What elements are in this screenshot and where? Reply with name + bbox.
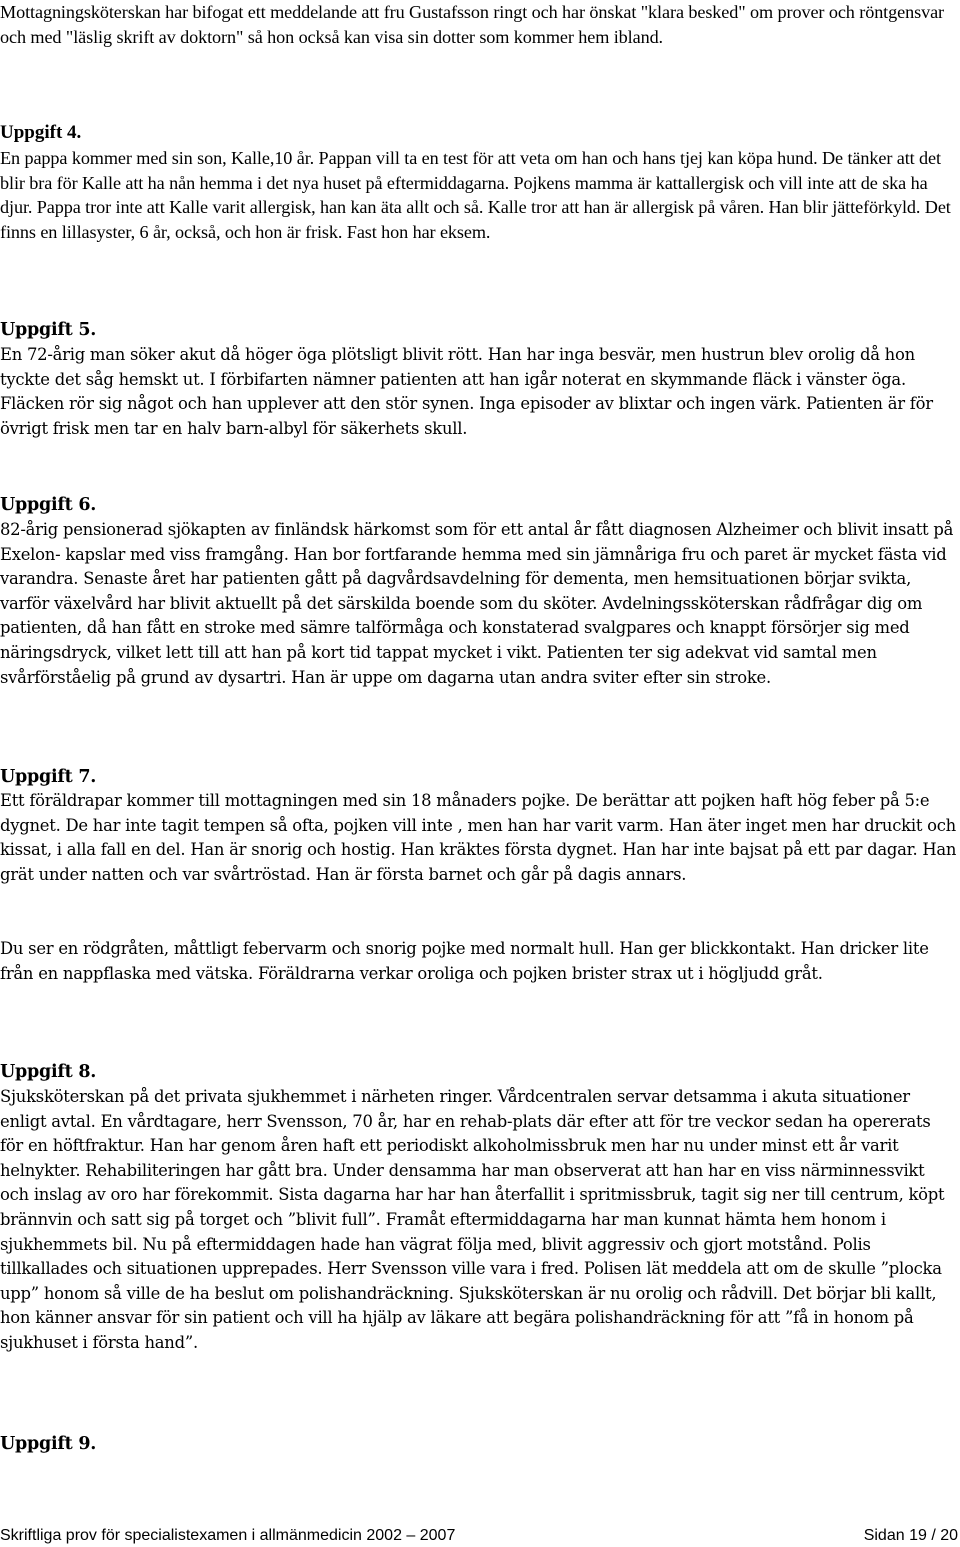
intro-paragraph: Mottagningsköterskan har bifogat ett meddelande att fru Gustafsson ringt och har önskat "klara besked" om prover och röntgensvar och med "läslig skrift av doktorn" så hon också kan visa sin dotter som kommer hem ibland. bbox=[0, 2, 944, 47]
task-7-paragraph-2: Du ser en rödgråten, måttligt febervarm och snorig pojke med normalt hull. Han ger blickkontakt. Han dricker lite från en nappflaska med vätska. Föräldrarna verkar oroliga och pojken brister strax ut i högljudd gråt. bbox=[0, 939, 929, 983]
page-footer bbox=[0, 1525, 958, 1547]
footer-document-title: Skriftliga prov för specialistexamen i allmänmedicin 2002 – 2007 bbox=[0, 1527, 456, 1544]
task-6-paragraph: 82-årig pensionerad sjökapten av finländsk härkomst som för ett antal år fått diagnosen Alzheimer och blivit insatt på Exelon- kapslar med viss framgång. Han bor fortfarande hemma med sin jämnåriga fru och paret är mycket fästa vid varandra. Senaste året har patienten gått på dagvårdsavdelning för dementa, men hemsituationen börjar svikta, varför växelvård har blivit aktuellt på det särskilda boende som du sköter. Avdelningssköterskan rådfrågar dig om patienten, då han fått en stroke med sämre talförmåga och konstaterad svalgpares och knappt försörjer sig med näringsdryck, vilket lett till att han på kort tid tappat mycket i vikt. Patienten ter sig adekvat vid samtal men svårförståelig på grund av dysartri. Han är uppe om dagarna utan andra sviter efter sin stroke. bbox=[0, 520, 954, 687]
task-7-heading: Uppgift 7. bbox=[0, 767, 97, 787]
task-5-heading: Uppgift 5. bbox=[0, 320, 97, 340]
task-9-heading: Uppgift 9. bbox=[0, 1434, 97, 1454]
task-8-heading: Uppgift 8. bbox=[0, 1062, 97, 1082]
task-5-paragraph: En 72-årig man söker akut då höger öga plötsligt blivit rött. Han har inga besvär, men hustrun blev orolig då hon tyckte det såg hemskt ut. I förbifarten nämner patienten att han igår noterat en skymmande fläck i vänster öga. Fläcken rör sig något och han upplever att den stör synen. Inga episoder av blixtar och ingen värk. Patienten är för övrigt frisk men tar en halv barn-albyl för säkerhets skull. bbox=[0, 345, 933, 438]
footer-page-number: Sidan 19 / 20 bbox=[863, 1527, 958, 1544]
task-6-heading: Uppgift 6. bbox=[0, 495, 97, 515]
task-7-paragraph-1: Ett föräldrapar kommer till mottagningen med sin 18 månaders pojke. De berättar att pojken haft hög feber på 5:e dygnet. De har inte tagit tempen så ofta, pojken vill inte , men han har varit varm. Han äter inget men har druckit och kissat, i alla fall en del. Han är snorig och hostig. Han kräktes första dygnet. Han har inte bajsat på ett par dagar. Han grät under natten och var svårtröstad. Han är första barnet och går på dagis annars. bbox=[0, 791, 957, 884]
task-4-heading: Uppgift 4. bbox=[0, 122, 82, 143]
task-8-paragraph: Sjuksköterskan på det privata sjukhemmet i närheten ringer. Vårdcentralen servar detsamma i akuta situationer enligt avtal. En vårdtagare, herr Svensson, 70 år, har en rehab-plats där efter att för tre veckor sedan ha opererats för en höftfraktur. Han har genom åren haft ett periodiskt alkoholmissbruk men har nu under minst ett år varit helnykter. Rehabiliteringen har gått bra. Under densamma har man observerat att han har en viss närminnessvikt och inslag av oro har förekommit. Sista dagarna har har han återfallit i spritmissbruk, tagit sig ner till centrum, köpt brännvin och satt sig på torget och ”blivit full”. Framåt eftermiddagarna har man kunnat hämta hem honom i sjukhemmets bil. Nu på eftermiddagen hade han vägrat följa med, blivit aggressiv och gjort motstånd. Polis tillkallades och situationen upprepades. Herr Svensson ville vara i fred. Polisen lät meddela att om de skulle ”plocka upp” honom så ville de ha beslut om polishandräckning. Sjuksköterskan är nu orolig och rådvill. Det börjar bli kallt, hon känner ansvar för sin patient och vill ha hjälp av läkare att begära polishandräckning för att ”få in honom på sjukhuset i första hand”. bbox=[0, 1087, 945, 1352]
task-4-paragraph-text: En pappa kommer med sin son, Kalle,10 år. Pappan vill ta en test för att veta om han och hans tjej kan köpa hund. De tänker att det blir bra för Kalle att ha nån hemma i det nya huset på eftermiddagarna. Pojkens mamma är kattallergisk och vill inte att de ska ha djur. Pappa tror inte att Kalle varit allergisk, han kan äta allt och så. Kalle tror att han är allergisk på våren. Han blir jätteförkyld. Det finns en lillasyster, 6 år, också, och hon är frisk. Fast hon har eksem. bbox=[0, 148, 951, 242]
task-4-paragraph bbox=[0, 146, 958, 244]
